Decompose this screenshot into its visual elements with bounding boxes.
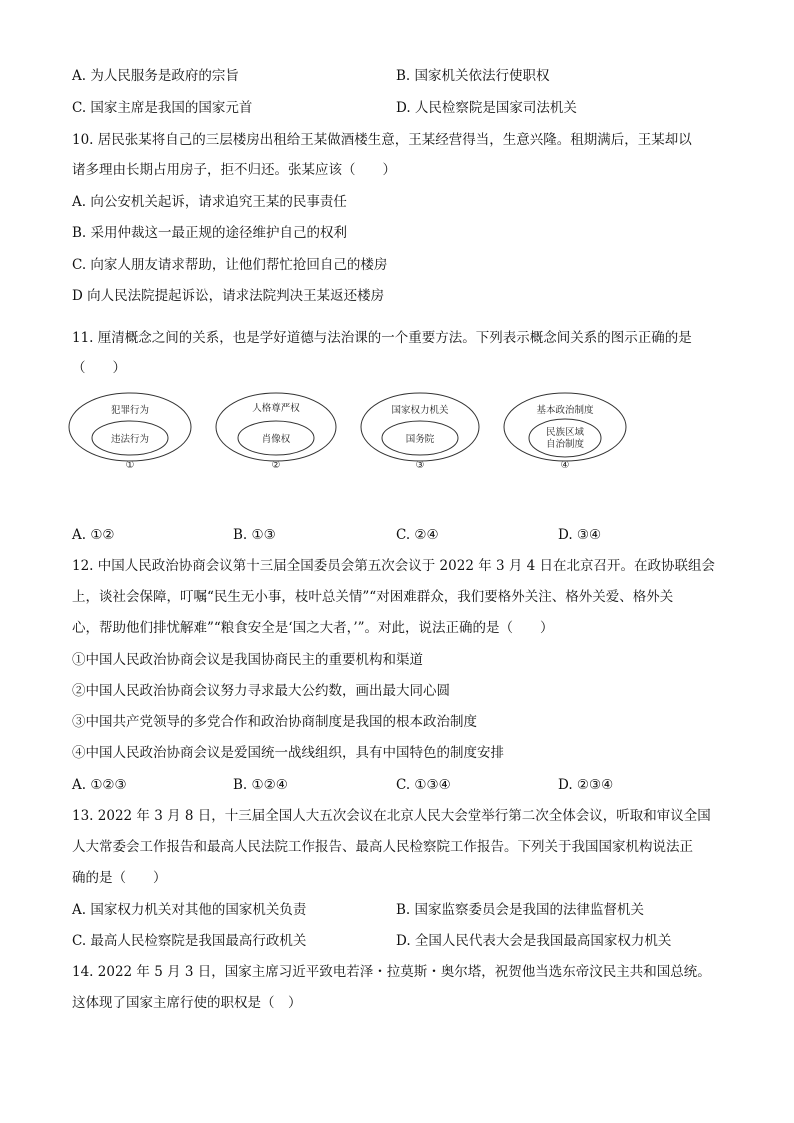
q12-statement-4: ④中国人民政治协商会议是爱国统一战线组织，具有中国特色的制度安排 <box>72 745 504 761</box>
diagram-2-outer-label: 人格尊严权 <box>252 403 300 414</box>
q12-option-a: A. ①②③ <box>72 777 127 793</box>
q10-option-d: D 向人民法院提起诉讼，请求法院判决王某返还楼房 <box>72 288 385 304</box>
q12-stem-line2: 上，谈社会保障，叮嘱“民生无小事，枝叶总关情”“对困难群众，我们要格外关注、格外关爱、格外关 <box>72 589 674 605</box>
q9-option-a: A. 为人民服务是政府的宗旨 <box>72 68 239 84</box>
q13-stem-line1: 13. 2022 年 3 月 8 日，十三届全国人大五次会议在北京人民大会堂举行第二次全体会议，听取和审议全国 <box>72 808 711 824</box>
q14-stem-line2: 这体现了国家主席行使的职权是（ ） <box>72 995 302 1011</box>
q11-option-c: C. ②④ <box>396 527 439 543</box>
q11-option-a: A. ①② <box>72 527 115 543</box>
diagram-3-outer-label: 国家权力机关 <box>391 405 449 416</box>
diagram-1-number: ① <box>125 460 135 471</box>
q9-option-b: B. 国家机关依法行使职权 <box>396 68 550 84</box>
diagram-1 <box>69 393 191 471</box>
diagram-2 <box>216 393 336 471</box>
diagram-4 <box>504 393 626 471</box>
diagram-3-inner-label: 国务院 <box>405 434 435 445</box>
q11-option-b: B. ①③ <box>233 527 276 543</box>
diagram-4-inner-label-1: 民族区域 <box>545 427 585 438</box>
q13-stem-line2: 人大常委会工作报告和最高人民法院工作报告、最高人民检察院工作报告。下列关于我国国家机构说法正 <box>72 839 693 855</box>
q13-stem-line3: 确的是（ ） <box>72 870 167 886</box>
q12-option-d: D. ②③④ <box>558 777 614 793</box>
q13-option-d: D. 全国人民代表大会是我国最高国家权力机关 <box>396 933 672 949</box>
q13-option-c: C. 最高人民检察院是我国最高行政机关 <box>72 933 307 949</box>
q9-option-d: D. 人民检察院是国家司法机关 <box>396 100 577 116</box>
q12-statement-3: ③中国共产党领导的多党合作和政治协商制度是我国的根本政治制度 <box>72 714 477 730</box>
diagram-3-number: ③ <box>415 460 425 471</box>
diagram-4-inner-label-2: 自治制度 <box>545 439 585 450</box>
q12-statement-1: ①中国人民政治协商会议是我国协商民主的重要机构和渠道 <box>72 652 423 668</box>
q11-option-d: D. ③④ <box>558 527 602 543</box>
q12-stem-line1: 12. 中国人民政治协商会议第十三届全国委员会第五次会议于 2022 年 3 月 4 日在北京召开。在政协联组会 <box>72 558 716 574</box>
q10-option-c: C. 向家人朋友请求帮助，让他们帮忙抢回自己的楼房 <box>72 257 388 273</box>
q12-option-c: C. ①③④ <box>396 777 451 793</box>
q13-option-b: B. 国家监察委员会是我国的法律监督机关 <box>396 902 645 918</box>
q10-option-a: A. 向公安机关起诉，请求追究王某的民事责任 <box>72 194 347 210</box>
q14-stem-line1: 14. 2022 年 5 月 3 日，国家主席习近平致电若泽・拉莫斯・奥尔塔，祝贺他当选东帝汶民主共和国总统。 <box>72 964 711 980</box>
diagram-2-inner-label: 肖像权 <box>261 434 291 445</box>
q12-stem-line3: 心，帮助他们排忧解难”“粮食安全是‘国之大者，’”。对此，说法正确的是（ ） <box>72 620 554 636</box>
diagram-1-outer-label: 犯罪行为 <box>110 405 150 416</box>
q12-option-b: B. ①②④ <box>233 777 288 793</box>
diagram-4-outer-label: 基本政治制度 <box>536 405 594 416</box>
diagram-1-inner-label: 违法行为 <box>110 434 150 445</box>
diagram-2-number: ② <box>271 460 281 471</box>
q10-option-b: B. 采用仲裁这一最正规的途径维护自己的权利 <box>72 225 348 241</box>
q13-option-a: A. 国家权力机关对其他的国家机关负责 <box>72 902 307 918</box>
q9-option-c: C. 国家主席是我国的国家元首 <box>72 100 253 116</box>
q10-stem-line2: 诸多理由长期占用房子，拒不归还。张某应该（ ） <box>72 162 396 178</box>
diagram-3 <box>361 393 479 471</box>
concept-diagrams <box>68 392 628 472</box>
diagram-4-number: ④ <box>560 460 570 471</box>
q12-statement-2: ②中国人民政治协商会议努力寻求最大公约数，画出最大同心圆 <box>72 683 450 699</box>
q10-stem-line1: 10. 居民张某将自己的三层楼房出租给王某做酒楼生意，王某经营得当，生意兴隆。租期满后，王某却以 <box>72 132 692 148</box>
q11-stem-line2: （ ） <box>72 360 126 376</box>
q11-stem-line1: 11. 厘清概念之间的关系，也是学好道德与法治课的一个重要方法。下列表示概念间关系的图示正确的是 <box>72 330 692 346</box>
